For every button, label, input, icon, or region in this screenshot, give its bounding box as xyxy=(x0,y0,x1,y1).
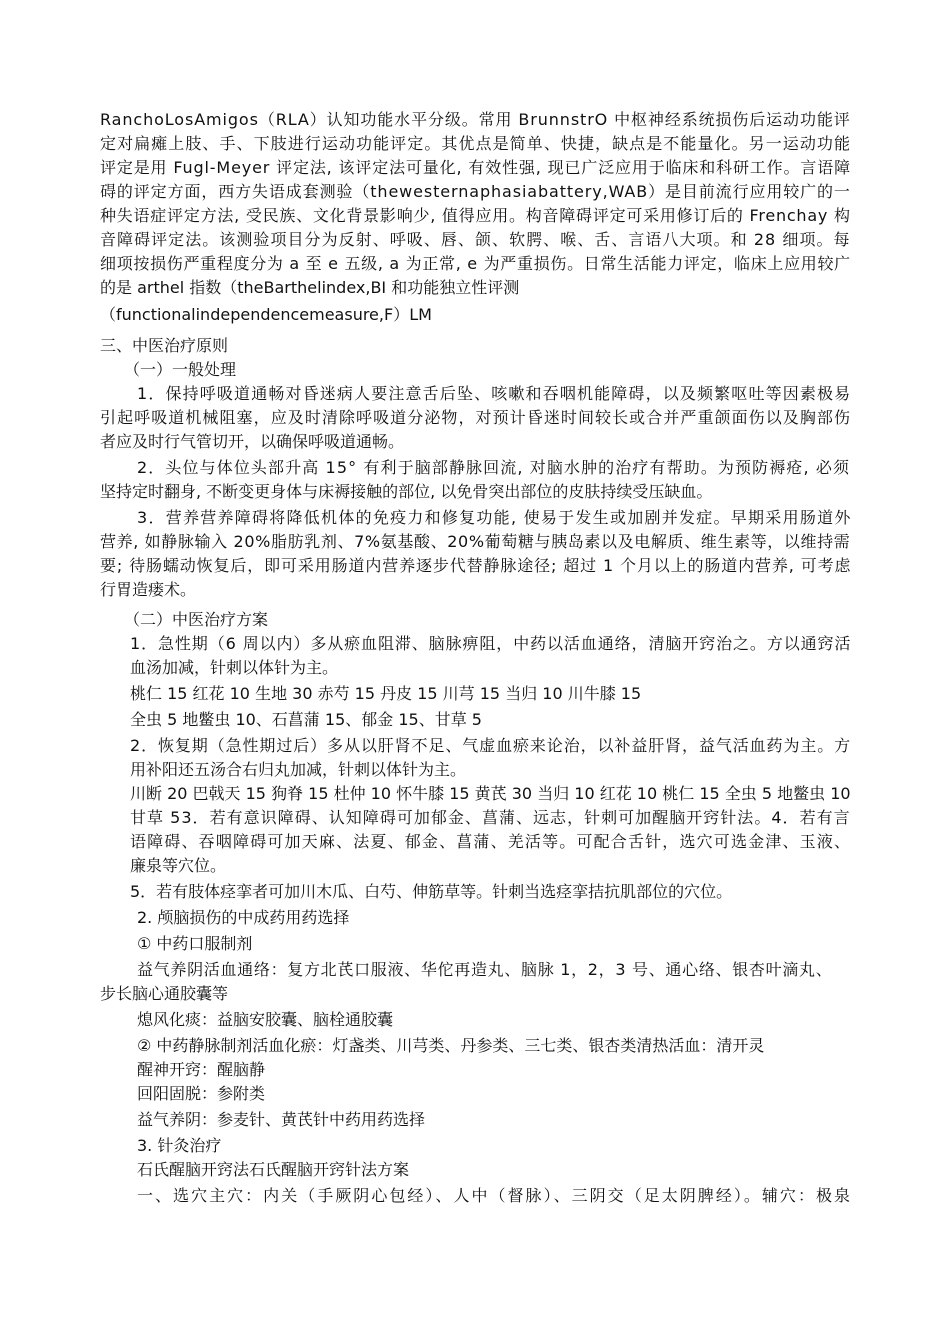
text-line: 2. 颅脑损伤的中成药用药选择 xyxy=(137,908,350,927)
text-line: 细项按损伤严重程度分为 a 至 e 五级, a 为正常, e 为严重损伤。日常生活能力评定，临床上应用较广 xyxy=(100,254,851,273)
text-line: 引起呼吸道机械阻塞，应及时清除呼吸道分泌物，对预计昏迷时间较长或合并严重颌面伤以及胸部伤 xyxy=(100,408,852,427)
text-line: （一）一般处理 xyxy=(124,360,237,379)
text-line: 种失语症评定方法, 受民族、文化背景影响少, 值得应用。构音障碍评定可采用修订后的 Frenchay 构 xyxy=(100,206,851,225)
text-line: 熄风化痰：益脑安胶囊、脑栓通胶囊 xyxy=(137,1010,394,1029)
text-line: 川断 20 巴戟天 15 狗脊 15 杜仲 10 怀牛膝 15 黄芪 30 当归 10 红花 10 桃仁 15 全虫 5 地鳖虫 10 xyxy=(130,784,851,803)
text-line: 全虫 5 地鳖虫 10、石菖蒲 15、郁金 15、甘草 5 xyxy=(130,710,482,729)
text-line: 益气养阴活血通络：复方北芪口服液、华佗再造丸、脑脉 1，2，3 号、通心络、银杏叶滴丸、 xyxy=(137,960,833,979)
text-line: 2．恢复期（急性期过后）多从以肝肾不足、气虚血瘀来论治，以补益肝肾，益气活血药为主。方 xyxy=(130,736,852,755)
text-line: 5．若有肢体痉挛者可加川木瓜、白芍、伸筋草等。针刺当选痉挛拮抗肌部位的穴位。 xyxy=(130,882,733,901)
text-line: 三、中医治疗原则 xyxy=(100,336,229,355)
text-line: 石氏醒脑开窍法石氏醒脑开窍针法方案 xyxy=(137,1160,410,1179)
text-line: 3. 针灸治疗 xyxy=(137,1136,222,1155)
text-line: 步长脑心通胶囊等 xyxy=(100,984,229,1003)
text-line: 用补阳还五汤合右归丸加减，针刺以体针为主。 xyxy=(130,760,467,779)
text-line: 1．急性期（6 周以内）多从瘀血阻滞、脑脉痹阻，中药以活血通络，清脑开窍治之。方以通窍活 xyxy=(130,634,852,653)
text-line: ② 中药静脉制剂活血化瘀：灯盏类、川芎类、丹参类、三七类、银杏类清热活血：清开灵 xyxy=(137,1036,765,1055)
text-line: 益气养阴：参麦针、黄芪针中药用药选择 xyxy=(137,1110,426,1129)
text-line: 定对扁瘫上肢、手、下肢进行运动功能评定。其优点是简单、快捷，缺点是不能量化。另一运动功能 xyxy=(100,134,852,153)
text-line: 醒神开窍：醒脑静 xyxy=(137,1060,266,1079)
text-line: 血汤加减，针刺以体针为主。 xyxy=(130,658,339,677)
text-line: 廉泉等穴位。 xyxy=(130,856,227,875)
text-line: 语障碍、吞咽障碍可加天麻、法夏、郁金、菖蒲、羌活等。可配合舌针，选穴可选金津、玉液、 xyxy=(130,832,852,851)
text-line: 2．头位与体位头部升高 15° 有利于脑部静脉回流, 对脑水肿的治疗有帮助。为预防褥疮, 必须 xyxy=(137,458,851,477)
text-line: 回阳固脱：参附类 xyxy=(137,1084,266,1103)
text-line: 要; 待肠蠕动恢复后，即可采用肠道内营养逐步代替静脉途径; 超过 1 个月以上的肠道内营养, 可考虑 xyxy=(100,556,852,575)
text-line: 评定是用 Fugl-Meyer 评定法, 该评定法可量化, 有效性强, 现已广泛应用于临床和科研工作。言语障 xyxy=(100,158,851,177)
text-line: 桃仁 15 红花 10 生地 30 赤芍 15 丹皮 15 川芎 15 当归 10 川牛膝 15 xyxy=(130,684,642,703)
text-line: 行胃造瘘术。 xyxy=(100,580,197,599)
text-line: 的是 arthel 指数（theBarthelindex,BI 和功能独立性评测 xyxy=(100,278,520,297)
text-line: （二）中医治疗方案 xyxy=(124,610,269,629)
text-line: 营养, 如静脉输入 20%脂肪乳剂、7%氨基酸、20%葡萄糖与胰岛素以及电解质、维生素等，以维持需 xyxy=(100,532,851,551)
text-line: ① 中药口服制剂 xyxy=(137,934,253,953)
text-line: 者应及时行气管切开，以确保呼吸道通畅。 xyxy=(100,432,405,451)
text-line: RanchoLosAmigos（RLA）认知功能水平分级。常用 BrunnstrO 中枢神经系统损伤后运动功能评 xyxy=(100,110,851,129)
text-line: 一、选穴主穴：内关（手厥阴心包经）、人中（督脉）、三阴交（足太阴脾经）。辅穴：极泉 xyxy=(137,1186,853,1205)
text-line: 坚持定时翻身, 不断变更身体与床褥接触的部位, 以免骨突出部位的皮肤持续受压缺血。 xyxy=(100,482,713,501)
text-line: 3．营养营养障碍将降低机体的免疫力和修复功能, 使易于发生或加剧并发症。早期采用肠道外 xyxy=(137,508,852,527)
text-line: 甘草 53．若有意识障碍、认知障碍可加郁金、菖蒲、远志，针刺可加醒脑开窍针法。4．若有言 xyxy=(130,808,851,827)
text-line: 1．保持呼吸道通畅对昏迷病人要注意舌后坠、咳嗽和吞咽机能障碍，以及频繁呕吐等因素极易 xyxy=(137,384,852,403)
text-line: 音障碍评定法。该测验项目分为反射、呼吸、唇、颌、软腭、喉、舌、言语八大项。和 28 细项。每 xyxy=(100,230,851,249)
text-line: 碍的评定方面，西方失语成套测验（thewesternaphasiabattery,WAB）是目前流行应用较广的一 xyxy=(100,182,851,201)
text-line: （functionalindependencemeasure,F）LM xyxy=(100,305,432,324)
